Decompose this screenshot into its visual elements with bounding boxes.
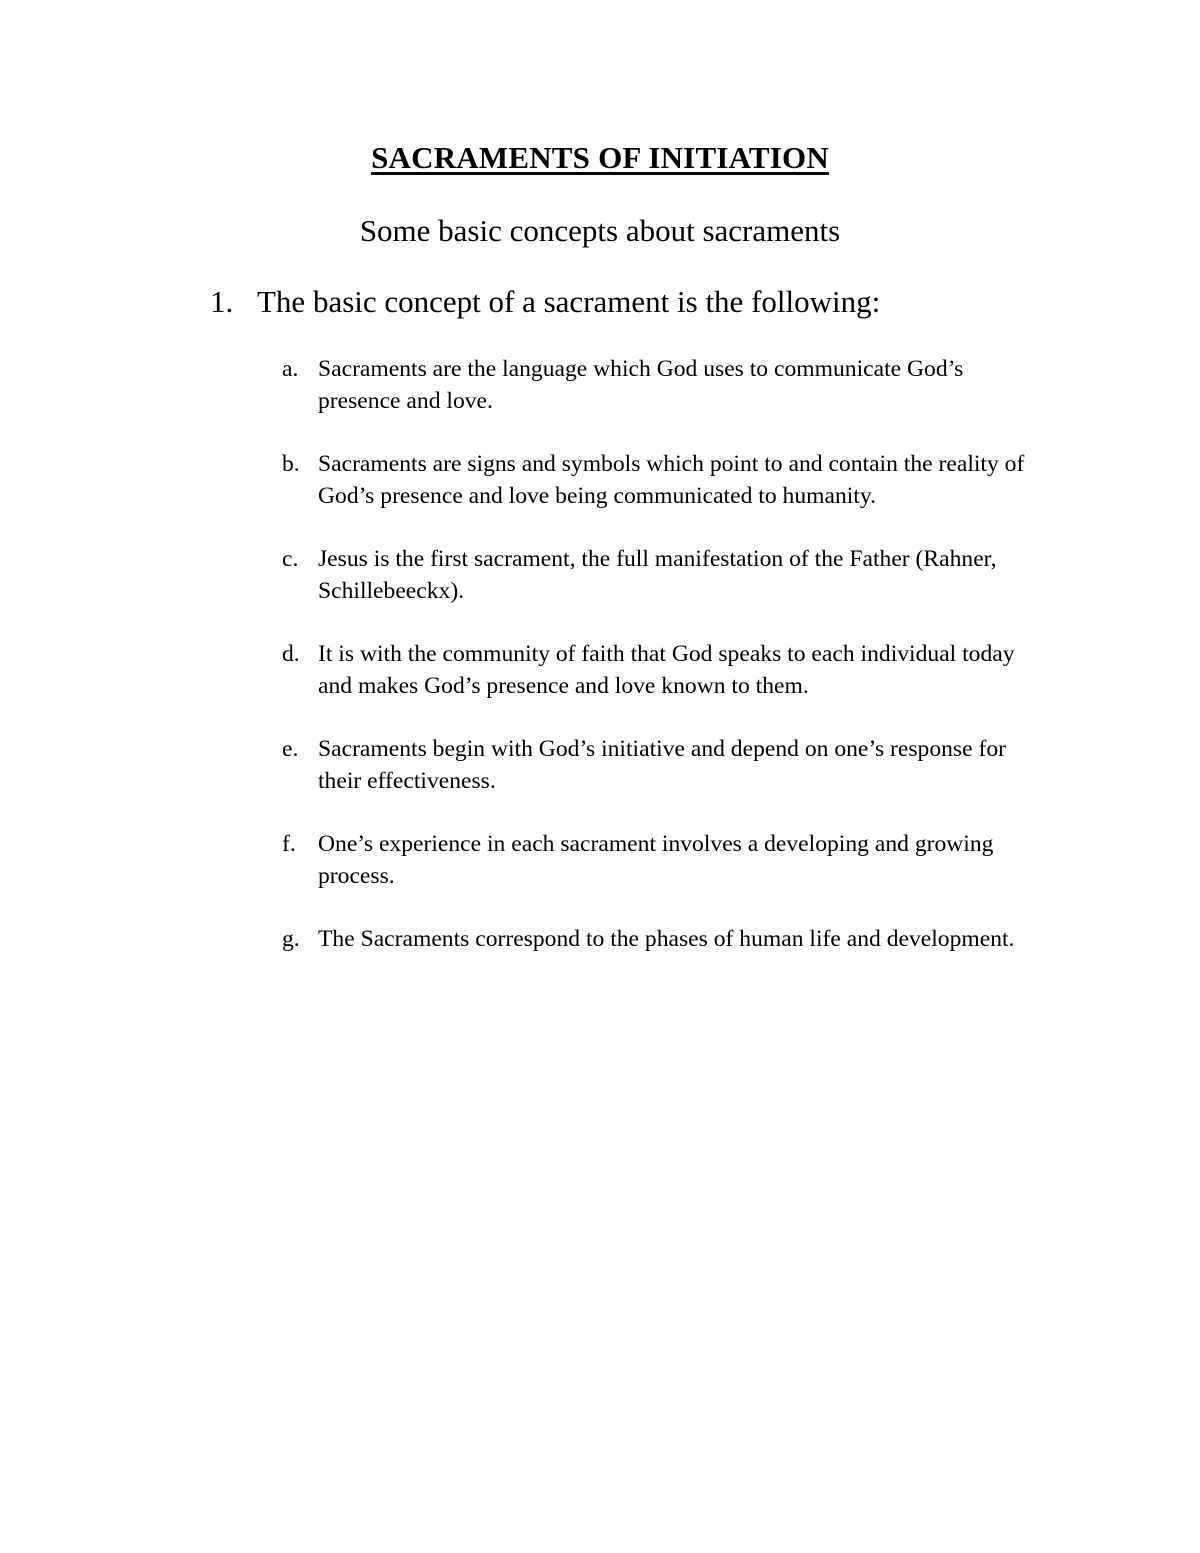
list-item-text: Sacraments are the language which God uses to communicate God’s presence and love. [318, 356, 964, 414]
list-item-letter: e. [282, 736, 299, 762]
section-number: 1. [210, 284, 234, 319]
concept-list [280, 353, 1040, 986]
list-item-letter: c. [282, 546, 299, 572]
list-item [280, 923, 1040, 955]
document-subtitle: Some basic concepts about sacraments [359, 213, 841, 248]
list-item-letter: a. [282, 356, 299, 382]
section-heading [210, 284, 1090, 320]
list-item-text: Sacraments are signs and symbols which point to and contain the reality of God’s presence and love being communicated to humanity. [318, 451, 1025, 509]
list-item [280, 448, 1040, 512]
list-item-text: Sacraments begin with God’s initiative and depend on one’s response for their effectiveness. [318, 736, 1006, 794]
list-item-letter: b. [282, 451, 300, 477]
section-heading-text: The basic concept of a sacrament is the following: [257, 284, 881, 319]
list-item-letter: g. [282, 926, 300, 952]
list-item [280, 828, 1040, 892]
list-item [280, 353, 1040, 417]
list-item-letter: f. [282, 831, 296, 857]
list-item-letter: d. [282, 641, 300, 667]
document-title: SACRAMENTS OF INITIATION [371, 140, 829, 175]
list-item [280, 543, 1040, 607]
list-item-text: It is with the community of faith that God speaks to each individual today and makes God’s presence and love known to them. [318, 641, 1015, 699]
list-item [280, 638, 1040, 702]
list-item-text: The Sacraments correspond to the phases of human life and development. [318, 926, 1015, 952]
list-item-text: Jesus is the first sacrament, the full manifestation of the Father (Rahner, Schillebeeckx). [318, 546, 997, 604]
list-item [280, 733, 1040, 797]
list-item-text: One’s experience in each sacrament involves a developing and growing process. [318, 831, 994, 889]
